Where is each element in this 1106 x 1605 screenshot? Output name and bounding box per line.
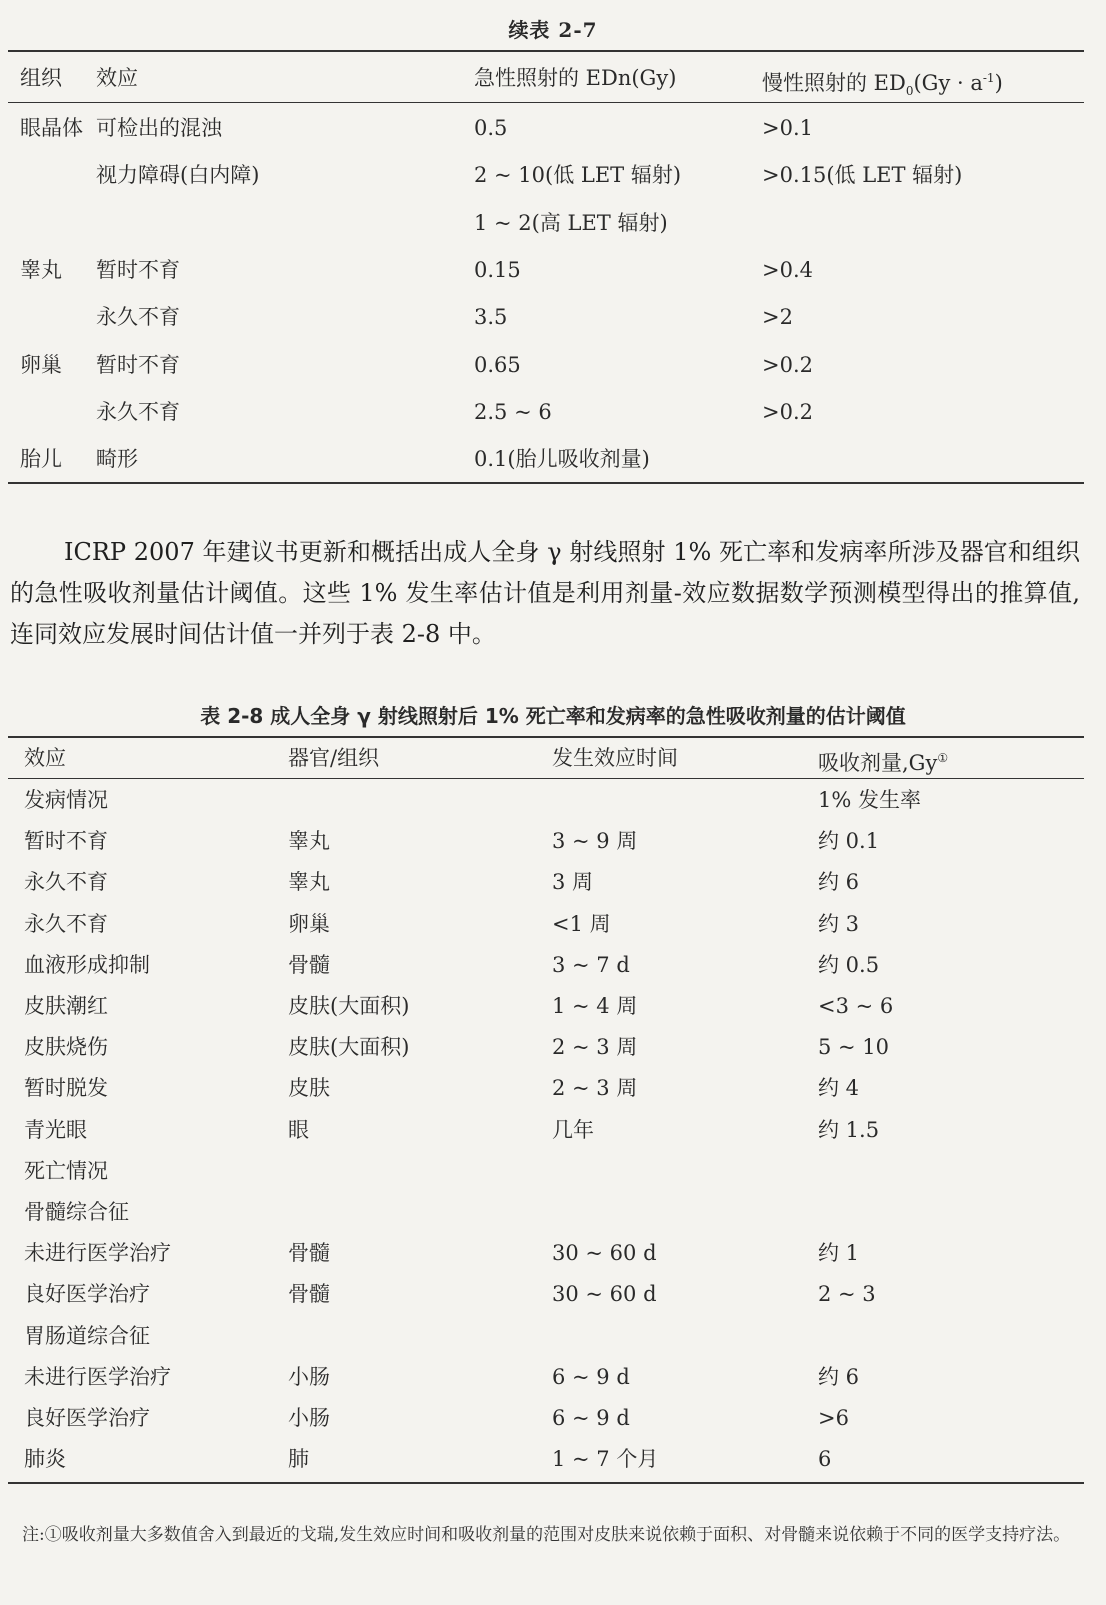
table1-bottom-rule xyxy=(8,482,1084,484)
table1-cell-acute: 3.5 xyxy=(474,305,508,330)
table1-cell-acute: 0.1(胎儿吸收剂量) xyxy=(474,447,650,472)
table2-cell-dose: 约 0.1 xyxy=(818,829,880,854)
table1-cell-acute: 0.5 xyxy=(474,116,508,140)
table2-header-dose: 吸收剂量,Gy① xyxy=(818,751,949,775)
table2-header-organ: 器官/组织 xyxy=(288,746,380,770)
table1-cell-effect: 暂时不育 xyxy=(96,257,180,282)
table2-cell-dose: <3 ~ 6 xyxy=(818,994,894,1018)
table2-cell-time: 1 ~ 4 周 xyxy=(552,994,638,1018)
table2-cell-dose: 约 1.5 xyxy=(818,1117,880,1142)
table1-cell-effect: 可检出的混浊 xyxy=(96,116,222,140)
table2-cell-effect: 胃肠道综合征 xyxy=(24,1323,150,1348)
table2-cell-dose: 约 1 xyxy=(818,1241,860,1266)
table2-cell-effect: 皮肤烧伤 xyxy=(24,1035,108,1060)
table1-cell-tissue: 眼晶体 xyxy=(20,116,83,140)
table1-cell-effect: 视力障碍(白内障) xyxy=(96,163,260,188)
table2-cell-organ: 皮肤(大面积) xyxy=(288,994,410,1018)
table2-header-rule xyxy=(8,778,1084,779)
table2-cell-dose: 约 0.5 xyxy=(818,952,880,977)
table1-cell-effect: 畸形 xyxy=(96,447,138,472)
table2-cell-time: 6 ~ 9 d xyxy=(552,1406,630,1430)
table2-cell-time: 6 ~ 9 d xyxy=(552,1364,630,1389)
table1-cell-acute: 2.5 ~ 6 xyxy=(474,399,552,424)
table2-cell-effect: 暂时不育 xyxy=(24,829,108,854)
table2-cell-dose: 约 4 xyxy=(818,1076,860,1101)
table2-cell-organ: 睾丸 xyxy=(288,870,330,895)
table2-cell-organ: 骨髓 xyxy=(288,1282,330,1307)
table2-cell-effect: 暂时脱发 xyxy=(24,1076,108,1101)
table1-cell-acute: 1 ~ 2(高 LET 辐射) xyxy=(474,210,668,235)
table2-cell-effect: 永久不育 xyxy=(24,870,108,895)
table1-title: 续表 2-7 xyxy=(508,18,598,42)
table1-cell-effect: 永久不育 xyxy=(96,305,180,330)
table2-top-rule xyxy=(8,736,1084,738)
table2-cell-time: 1 ~ 7 个月 xyxy=(552,1447,659,1472)
table2-cell-organ: 卵巢 xyxy=(288,911,330,936)
table1-cell-tissue: 胎儿 xyxy=(20,447,62,472)
table1-cell-chronic: >0.1 xyxy=(762,116,813,140)
table1-cell-acute: 2 ~ 10(低 LET 辐射) xyxy=(474,163,682,188)
table2-title: 表 2-8 成人全身 γ 射线照射后 1% 死亡率和发病率的急性吸收剂量的估计阈值 xyxy=(200,704,906,728)
table2-footnote: 注:①吸收剂量大多数值舍入到最近的戈瑞,发生效应时间和吸收剂量的范围对皮肤来说依赖于面积、对骨髓来说依赖于不同的医学支持疗法。 xyxy=(22,1525,1071,1545)
table2-cell-time: 3 周 xyxy=(552,870,594,895)
paragraph-text: ICRP 2007 年建议书更新和概括出成人全身 γ 射线照射 1% 死亡率和发病率所涉及器官和组织的急性吸收剂量估计阈值。这些 1% 发生率估计值是利用剂量-效应数据数学预测模型得出的推算值,连同效应发展时间估计值一并列于表 2-8 中。 xyxy=(10,538,1080,648)
table2-cell-dose: 6 xyxy=(818,1447,832,1472)
table1-cell-tissue: 卵巢 xyxy=(20,352,62,377)
table2-cell-time: 30 ~ 60 d xyxy=(552,1282,657,1307)
table2-cell-organ: 眼 xyxy=(288,1117,309,1142)
table2-cell-organ: 皮肤(大面积) xyxy=(288,1035,410,1060)
body-paragraph xyxy=(10,532,1080,655)
table2-cell-organ: 小肠 xyxy=(288,1364,330,1389)
table1-cell-acute: 0.15 xyxy=(474,257,521,282)
table1-top-rule xyxy=(8,50,1084,52)
table1-cell-tissue: 睾丸 xyxy=(20,257,62,282)
table1-header-acute: 急性照射的 EDn(Gy) xyxy=(474,66,677,90)
table2-cell-time: <1 周 xyxy=(552,911,611,936)
table1-cell-chronic: >0.15(低 LET 辐射) xyxy=(762,163,963,188)
table2-cell-organ: 睾丸 xyxy=(288,829,330,854)
table2-cell-dose: 约 6 xyxy=(818,870,860,895)
table2-cell-time: 3 ~ 7 d xyxy=(552,952,630,977)
table1-cell-chronic: >0.2 xyxy=(762,352,813,377)
table2-cell-effect: 死亡情况 xyxy=(24,1158,108,1183)
table2-cell-organ: 骨髓 xyxy=(288,1241,330,1266)
table2-cell-organ: 骨髓 xyxy=(288,952,330,977)
table2-cell-effect: 良好医学治疗 xyxy=(24,1406,150,1430)
table1-cell-chronic: >0.2 xyxy=(762,399,813,424)
table2-cell-time: 2 ~ 3 周 xyxy=(552,1076,638,1101)
table2-header-effect: 效应 xyxy=(24,746,66,770)
table2-cell-time: 2 ~ 3 周 xyxy=(552,1035,638,1060)
table2-cell-effect: 皮肤潮红 xyxy=(24,994,108,1018)
table1-header-tissue: 组织 xyxy=(20,66,62,90)
table2-cell-dose: 1% 发生率 xyxy=(818,788,921,812)
table2-cell-effect: 肺炎 xyxy=(24,1447,66,1472)
table1-cell-acute: 0.65 xyxy=(474,352,521,377)
table2-cell-time: 30 ~ 60 d xyxy=(552,1241,657,1266)
table2-cell-dose: 2 ~ 3 xyxy=(818,1282,876,1307)
table1-cell-chronic: >0.4 xyxy=(762,257,813,282)
table2-header-time: 发生效应时间 xyxy=(552,746,678,770)
table2-cell-effect: 未进行医学治疗 xyxy=(24,1241,171,1266)
table2-cell-organ: 皮肤 xyxy=(288,1076,330,1101)
table1-header-rule xyxy=(8,102,1084,103)
table2-bottom-rule xyxy=(8,1482,1084,1484)
table2-cell-effect: 良好医学治疗 xyxy=(24,1282,150,1307)
table2-cell-dose: 约 6 xyxy=(818,1364,860,1389)
table2-cell-organ: 小肠 xyxy=(288,1406,330,1430)
table1-cell-effect: 暂时不育 xyxy=(96,352,180,377)
table2-cell-dose: >6 xyxy=(818,1406,849,1430)
table2-cell-dose: 5 ~ 10 xyxy=(818,1035,890,1060)
table1-header-chronic: 慢性照射的 $ED_0(Gy \cdot a^{-1})$ xyxy=(762,71,1003,99)
table2-cell-effect: 血液形成抑制 xyxy=(24,952,150,977)
table2-cell-effect: 骨髓综合征 xyxy=(24,1200,129,1224)
table1-cell-effect: 永久不育 xyxy=(96,399,180,424)
table1-cell-chronic: >2 xyxy=(762,305,793,330)
table2-cell-effect: 青光眼 xyxy=(24,1117,87,1142)
table2-cell-organ: 肺 xyxy=(288,1447,309,1472)
table2-cell-time: 几年 xyxy=(552,1117,594,1142)
table2-cell-effect: 未进行医学治疗 xyxy=(24,1364,171,1389)
table2-cell-effect: 永久不育 xyxy=(24,911,108,936)
table2-cell-dose: 约 3 xyxy=(818,911,860,936)
table2-cell-time: 3 ~ 9 周 xyxy=(552,829,638,854)
table1-header-effect: 效应 xyxy=(96,66,138,90)
table2-cell-effect: 发病情况 xyxy=(24,788,108,812)
